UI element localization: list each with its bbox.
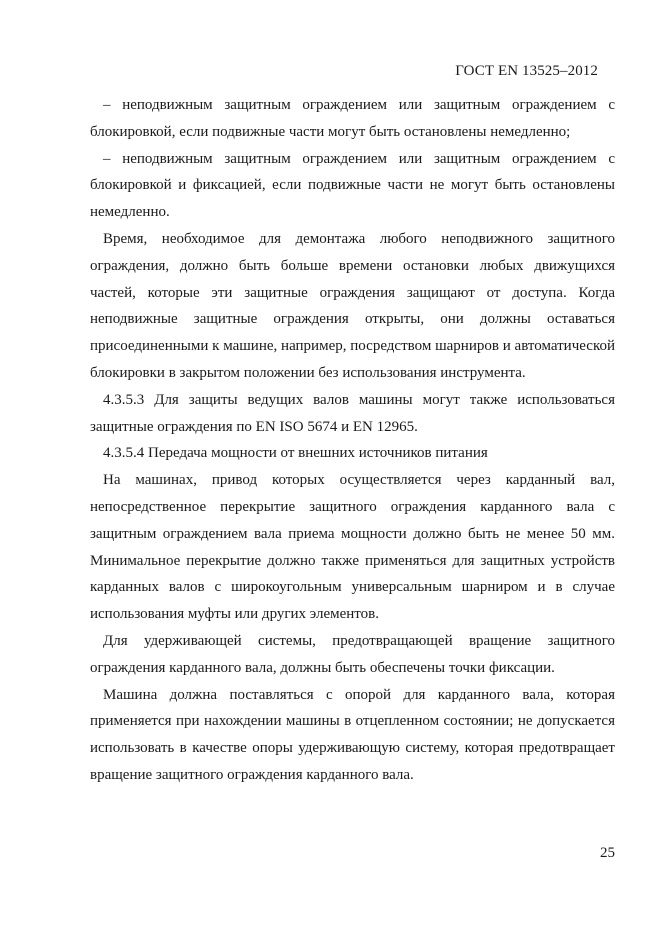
paragraph-list-item-2: – неподвижным защитным ограждением или защитным ограждением с блокировкой и фиксацией, если подвижные части не могут быть остановлены немедленно. bbox=[90, 150, 615, 221]
page-number: 25 bbox=[600, 845, 615, 861]
paragraph-removal-time: Время, необходимое для демонтажа любого неподвижного защитного ограждения, должно быть больше времени остановки любых движущихся частей, которые эти защитные ограждения защищают от доступа. Когда неподвижные защитные ограждения открыты, они должны оставаться присоединенными к машине, например, посредством шарниров и автоматической блокировки в закрытом положении без использования инструмента. bbox=[90, 230, 615, 381]
paragraph-section-4-3-5-3: 4.3.5.3 Для защиты ведущих валов машины могут также использоваться защитные ограждения по EN ISO 5674 и EN 12965. bbox=[90, 391, 615, 435]
section-heading-4-3-5-4: 4.3.5.4 Передача мощности от внешних источников питания bbox=[103, 445, 488, 462]
document-body bbox=[90, 92, 615, 789]
paragraph-retaining-system: Для удерживающей системы, предотвращающей вращение защитного ограждения карданного вала, должны быть обеспечены точки фиксации. bbox=[90, 632, 615, 676]
paragraph-cardan-shaft-overlap: На машинах, привод которых осуществляется через карданный вал, непосредственное перекрытие защитного ограждения карданного вала с защитным ограждением вала приема мощности должно быть не менее 50 мм. Минимальное перекрытие должно также применяться для защитных устройств карданных валов с широкоугольным универсальным шарниром и в случае использования муфты или других элементов. bbox=[90, 472, 615, 623]
standard-header: ГОСТ EN 13525–2012 bbox=[455, 63, 598, 79]
paragraph-shaft-support: Машина должна поставляться с опорой для карданного вала, которая применяется при нахождении машины в отцепленном состоянии; не допускается использовать в качестве опоры удерживающую систему, которая предотвращает вращение защитного ограждения карданного вала. bbox=[90, 686, 615, 783]
paragraph-list-item-1: – неподвижным защитным ограждением или защитным ограждением с блокировкой, если подвижные части могут быть остановлены немедленно; bbox=[90, 97, 615, 140]
